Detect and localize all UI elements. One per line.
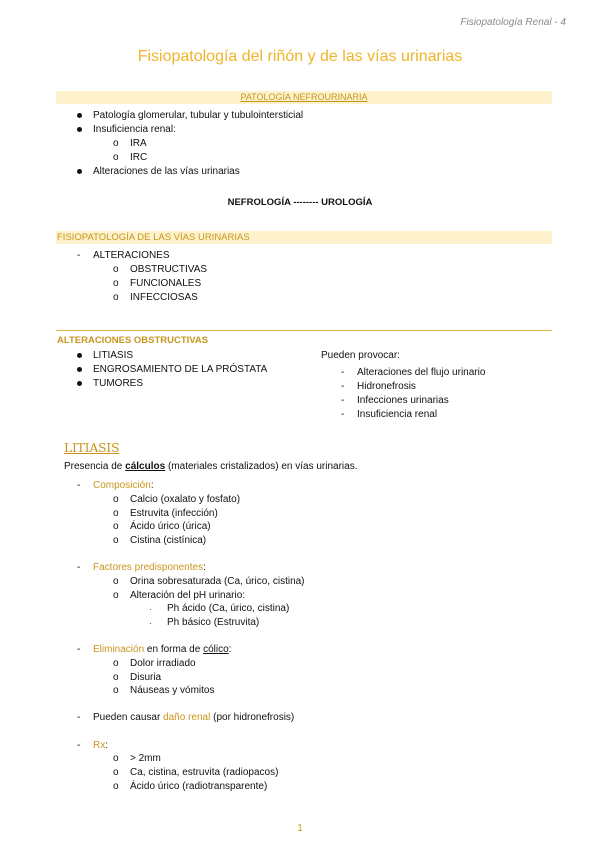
sub-list-item: > 2mm [130, 753, 161, 764]
dano-text: (por hidronefrosis) [213, 712, 295, 723]
section-heading-patologia: PATOLOGÍA NEFROURINARIA [240, 92, 368, 102]
list-item: Alteraciones de las vías urinarias [93, 166, 240, 177]
section-heading-band [56, 91, 552, 104]
square-bullet-icon: · [149, 619, 152, 628]
dano-renal-term: daño renal [163, 712, 211, 723]
sub-list-item: Orina sobresaturada (Ca, úrico, cistina) [130, 576, 305, 587]
colico-term: cólico [203, 644, 229, 655]
nefrologia-urologia-divider: NEFROLOGÍA -------- UROLOGÍA [227, 197, 373, 208]
sub-list-item: FUNCIONALES [130, 278, 202, 289]
running-header: Fisiopatología Renal - 4 [460, 17, 566, 28]
circle-bullet-icon: o [113, 767, 119, 778]
circle-bullet-icon: o [113, 494, 119, 505]
bullet-icon [77, 353, 82, 358]
sub-list-item: IRC [130, 152, 148, 163]
bullet-icon [77, 127, 82, 132]
consequence-item: Hidronefrosis [357, 381, 416, 392]
circle-bullet-icon: o [113, 590, 119, 601]
dash-bullet-icon: - [77, 562, 81, 573]
page-title: Fisiopatología del riñón y de las vías urinarias [137, 48, 463, 65]
square-bullet-icon: · [149, 605, 152, 614]
sub-list-item: Ácido úrico (úrica) [130, 521, 211, 532]
list-item: TUMORES [93, 378, 143, 389]
consequence-item: Infecciones urinarias [357, 395, 449, 406]
dash-bullet-icon: - [77, 250, 81, 261]
intro-text: (materiales cristalizados) en vías urinarias. [167, 461, 358, 472]
circle-bullet-icon: o [113, 753, 119, 764]
section-heading-vias-urinarias: FISIOPATOLOGÍA DE LAS VÍAS URINARIAS [57, 232, 250, 243]
litiasis-intro [64, 460, 357, 474]
circle-bullet-icon: o [113, 152, 119, 163]
consequence-item: Insuficiencia renal [357, 409, 438, 420]
circle-bullet-icon: o [113, 658, 119, 669]
dash-bullet-icon: - [77, 740, 81, 751]
eliminacion-label: Eliminación [93, 644, 145, 655]
eliminacion-text: en forma de [146, 644, 201, 655]
dash-bullet-icon: - [341, 395, 345, 406]
sub-list-item: Cistina (cistínica) [130, 535, 207, 546]
circle-bullet-icon: o [113, 576, 119, 587]
sub-list-item: Estruvita (infección) [130, 508, 218, 519]
eliminacion-line: Eliminación en forma de cólico: [93, 644, 232, 655]
dash-bullet-icon: - [77, 480, 81, 491]
sub-list-item: OBSTRUCTIVAS [130, 264, 208, 275]
composicion-label: Composición [93, 480, 151, 491]
circle-bullet-icon: o [113, 535, 119, 546]
sub-list-item: Dolor irradiado [130, 658, 196, 669]
circle-bullet-icon: o [113, 264, 119, 275]
list-item: LITIASIS [93, 350, 134, 361]
section-heading-band [56, 231, 552, 244]
rx-label: Rx [93, 740, 106, 751]
bullet-icon [77, 381, 82, 386]
sub-list-item: Alteración del pH urinario: [130, 590, 246, 601]
list-item: Insuficiencia renal: [93, 124, 176, 135]
circle-bullet-icon: o [113, 685, 119, 696]
sub-list-item: Disuria [130, 672, 162, 683]
list-item: Patología glomerular, tubular y tubulointersticial [93, 110, 304, 121]
sub-list-item: Calcio (oxalato y fosfato) [130, 494, 241, 505]
consequence-item: Alteraciones del flujo urinario [357, 367, 486, 378]
circle-bullet-icon: o [113, 521, 119, 532]
section-divider-line [56, 330, 552, 331]
list-item: ALTERACIONES [93, 250, 170, 261]
circle-bullet-icon: o [113, 278, 119, 289]
bullet-icon [77, 113, 82, 118]
page-number: 1 [297, 823, 303, 834]
intro-text: Presencia de [64, 461, 123, 472]
rx-line: Rx: [93, 740, 109, 751]
dash-bullet-icon: - [341, 409, 345, 420]
sub-list-item: Ácido úrico (radiotransparente) [130, 781, 268, 792]
sub-sub-list-item: Ph ácido (Ca, úrico, cistina) [167, 603, 290, 614]
dash-bullet-icon: - [341, 367, 345, 378]
section-heading-obstructivas: ALTERACIONES OBSTRUCTIVAS [57, 335, 209, 346]
sub-list-item: Náuseas y vómitos [130, 685, 215, 696]
dano-renal-line [93, 711, 294, 725]
circle-bullet-icon: o [113, 781, 119, 792]
calculos-term: cálculos [125, 461, 166, 472]
sub-list-item: IRA [130, 138, 147, 149]
bullet-icon [77, 169, 82, 174]
dash-bullet-icon: - [77, 712, 81, 723]
circle-bullet-icon: o [113, 292, 119, 303]
circle-bullet-icon: o [113, 672, 119, 683]
circle-bullet-icon: o [113, 508, 119, 519]
litiasis-heading: LITIASIS [64, 440, 120, 455]
sub-sub-list-item: Ph básico (Estruvita) [167, 617, 260, 628]
bullet-icon [77, 367, 82, 372]
sub-list-item: Ca, cistina, estruvita (radiopacos) [130, 767, 279, 778]
circle-bullet-icon: o [113, 138, 119, 149]
sub-list-item: INFECCIOSAS [130, 292, 198, 303]
composicion-line: Composición: [93, 480, 154, 491]
list-item: ENGROSAMIENTO DE LA PRÓSTATA [93, 364, 268, 375]
consequences-label: Pueden provocar: [321, 350, 400, 361]
dash-bullet-icon: - [77, 644, 81, 655]
dano-text: Pueden causar [93, 712, 161, 723]
factores-line: Factores predisponentes: [93, 562, 206, 573]
factores-label: Factores predisponentes [93, 562, 204, 573]
dash-bullet-icon: - [341, 381, 345, 392]
